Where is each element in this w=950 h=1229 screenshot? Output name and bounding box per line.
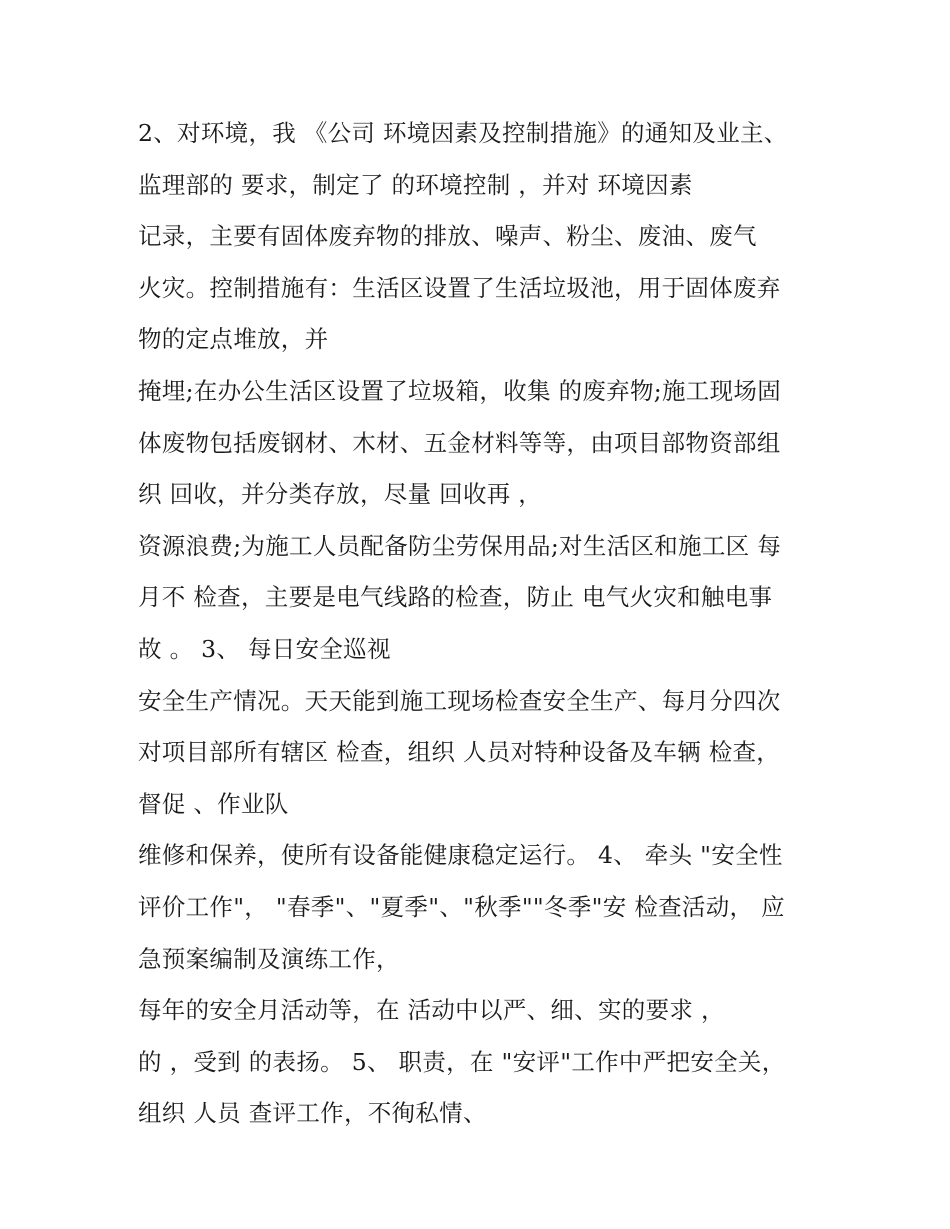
- text-line: 织 回收，并分类存放，尽量 回收再 ，: [138, 480, 543, 509]
- text-line: 督促 、作业队: [138, 789, 289, 818]
- text-line: 物的定点堆放，并: [138, 325, 329, 354]
- text-line: 资源浪费;为施工人员配备防尘劳保用品;对生活区和施工区 每: [138, 531, 782, 560]
- text-line: 监理部的 要求，制定了 的环境控制 ，并对 环境因素: [138, 170, 693, 199]
- text-line: 对项目部所有辖区 检查，组织 人员对特种设备及车辆 检查，: [138, 738, 781, 767]
- text-line: 组织 人员 查评工作，不徇私情、: [138, 1099, 487, 1128]
- text-line: 评价工作"， "春季"、"夏季"、"秋季""冬季"安 检查活动， 应: [138, 892, 785, 921]
- document-body: [138, 108, 828, 1140]
- text-line: 火灾。控制措施有：生活区设置了生活垃圾池，用于固体废弃: [138, 273, 781, 302]
- text-line: 的 ，受到 的表扬。 5、 职责，在 "安评"工作中严把安全关，: [138, 1047, 786, 1076]
- text-line: 记录，主要有固体废弃物的排放、噪声、粉尘、废油、废气: [138, 222, 757, 251]
- text-line: 维修和保养，使所有设备能健康稳定运行。 4、 牵头 "安全性: [138, 841, 783, 870]
- text-line: 每年的安全月活动等，在 活动中以严、细、实的要求 ，: [138, 996, 725, 1025]
- text-line: 急预案编制及演练工作，: [138, 944, 400, 973]
- text-line: 体废物包括废钢材、木材、五金材料等等，由项目部物资部组: [138, 428, 781, 457]
- text-line: 2、对环境，我 《公司 环境因素及控制措施》的通知及业主、: [138, 119, 788, 147]
- text-line: 故 。 3、 每日安全巡视: [138, 634, 391, 663]
- text-line: 月不 检查，主要是电气线路的检查，防止 电气火灾和触电事: [138, 583, 773, 612]
- text-line: 安全生产情况。天天能到施工现场检查安全生产、每月分四次: [138, 686, 781, 715]
- text-line: 掩埋;在办公生活区设置了垃圾箱，收集 的废弃物;施工现场固: [138, 376, 782, 405]
